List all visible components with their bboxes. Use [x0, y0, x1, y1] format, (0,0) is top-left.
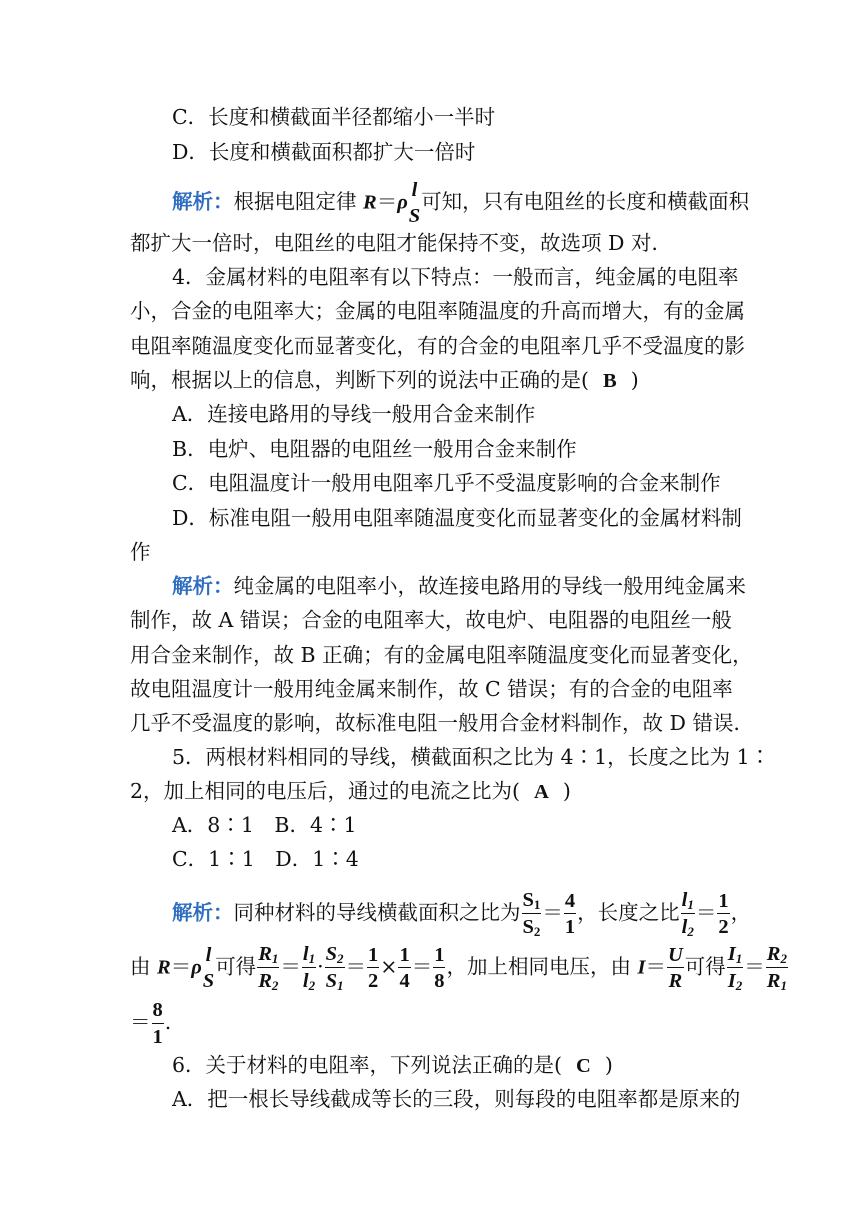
- analysis-label: 解析：: [172, 900, 234, 925]
- q4-option-d-line1: D．标准电阻一般用电阻率随温度变化而显著变化的金属材料制: [172, 506, 742, 530]
- q4-stem-line2: 小，合金的电阻率大；金属的电阻率随温度的升高而增大，有的金属: [130, 299, 745, 323]
- q4-analysis-line5: 几乎不受温度的影响，故标准电阻一般用合金材料制作，故 D 错误．: [130, 711, 754, 735]
- q6-answer: C: [576, 1055, 591, 1077]
- q4-option-c: C．电阻温度计一般用电阻率几乎不受温度影响的合金来制作: [172, 471, 721, 495]
- q4-analysis-line1: 解析：纯金属的电阻率小，故连接电路用的导线一般用纯金属来: [172, 574, 746, 598]
- q4-analysis-line3: 用合金来制作，故 B 正确；有的金属电阻率随温度变化而显著变化，: [130, 643, 753, 667]
- q6-option-a: A．把一根长导线截成等长的三段，则每段的电阻率都是原来的: [172, 1087, 741, 1111]
- q3-option-c: C．长度和横截面半径都缩小一半时: [172, 105, 496, 129]
- q5-analysis-line3: ＝ $\frac{8}{1}$ .: [130, 999, 172, 1048]
- q4-option-d-line2: 作: [130, 540, 151, 564]
- q4-answer: B: [603, 370, 617, 392]
- ratio-s1-s2: $\frac{S_1}{S_2}$: [522, 889, 541, 939]
- q4-stem-line1: 4．金属材料的电阻率有以下特点：一般而言，纯金属的电阻率: [172, 265, 739, 289]
- q4-option-b: B．电炉、电阻器的电阻丝一般用合金来制作: [172, 437, 577, 461]
- q4-stem-line4: 响，根据以上的信息，判断下列的说法中正确的是( B ): [130, 368, 639, 392]
- q3-option-d: D．长度和横截面积都扩大一倍时: [172, 140, 476, 164]
- q3-analysis-post: 可知，只有电阻丝的长度和横截面积: [421, 189, 750, 214]
- q5-options-line1: A．8∶1 B．4∶1: [172, 813, 357, 837]
- q5-analysis-line2: 由 R＝ρ l S 可得 $\frac{R_1}{R_2}$ ＝ $\frac{l_1}{l_2}$ · $\frac{S_2}{S_1}$ ＝ $\frac{1}{2}$ × $\frac{1}{4}$ ＝ $\frac{1}{8}$ ，加上相同电压，由 I＝ $\frac{U}{R}$ 可得 $\frac{I_1}{I_2}$ ＝ $\frac{R_2}{R_1}$: [130, 943, 787, 993]
- analysis-label: 解析：: [172, 189, 234, 214]
- q4-analysis-line2: 制作，故 A 错误；合金的电阻率大，故电炉、电阻器的电阻丝一般: [130, 608, 732, 632]
- q5-stem-line1: 5．两根材料相同的导线，横截面积之比为 4∶1，长度之比为 1∶: [172, 745, 771, 769]
- q5-stem-line2: 2，加上相同的电压后，通过的电流之比为( A ): [130, 779, 571, 803]
- q4-option-a: A．连接电路用的导线一般用合金来制作: [172, 402, 536, 426]
- q4-analysis-line4: 故电阻温度计一般用纯金属来制作，故 C 错误；有的合金的电阻率: [130, 677, 733, 701]
- ratio-r1-r2: $\frac{R_1}{R_2}$: [258, 943, 279, 993]
- q4-stem-line3: 电阻率随温度变化而显著变化，有的合金的电阻率几乎不受温度的影: [130, 334, 745, 358]
- q6-stem: 6．关于材料的电阻率，下列说法正确的是( C ): [172, 1053, 613, 1077]
- formula-l-over-s: l S: [408, 179, 421, 227]
- ratio-i1-i2: $\frac{I_1}{I_2}$: [727, 943, 743, 993]
- analysis-label: 解析：: [172, 574, 234, 598]
- q3-analysis-pre: 根据电阻定律: [233, 189, 364, 214]
- q5-answer: A: [534, 781, 549, 803]
- ratio-l1-l2: $\frac{l_1}{l_2}$: [681, 889, 694, 939]
- q3-analysis-line1: 解析：根据电阻定律 R＝ρ l S 可知，只有电阻丝的长度和横截面积: [172, 179, 750, 227]
- q3-analysis-line2: 都扩大一倍时，电阻丝的电阻才能保持不变，故选项 D 对．: [130, 231, 672, 255]
- result-8-over-1: $\frac{8}{1}$: [152, 999, 163, 1048]
- q5-options-line2: C．1∶1 D．1∶4: [172, 847, 359, 871]
- q5-analysis-line1: 解析：同种材料的导线横截面积之比为 $\frac{S_1}{S_2}$ ＝ $\frac{4}{1}$ ，长度之比 $\frac{l_1}{l_2}$ ＝ $\frac{1}{2}$ ，: [172, 889, 752, 939]
